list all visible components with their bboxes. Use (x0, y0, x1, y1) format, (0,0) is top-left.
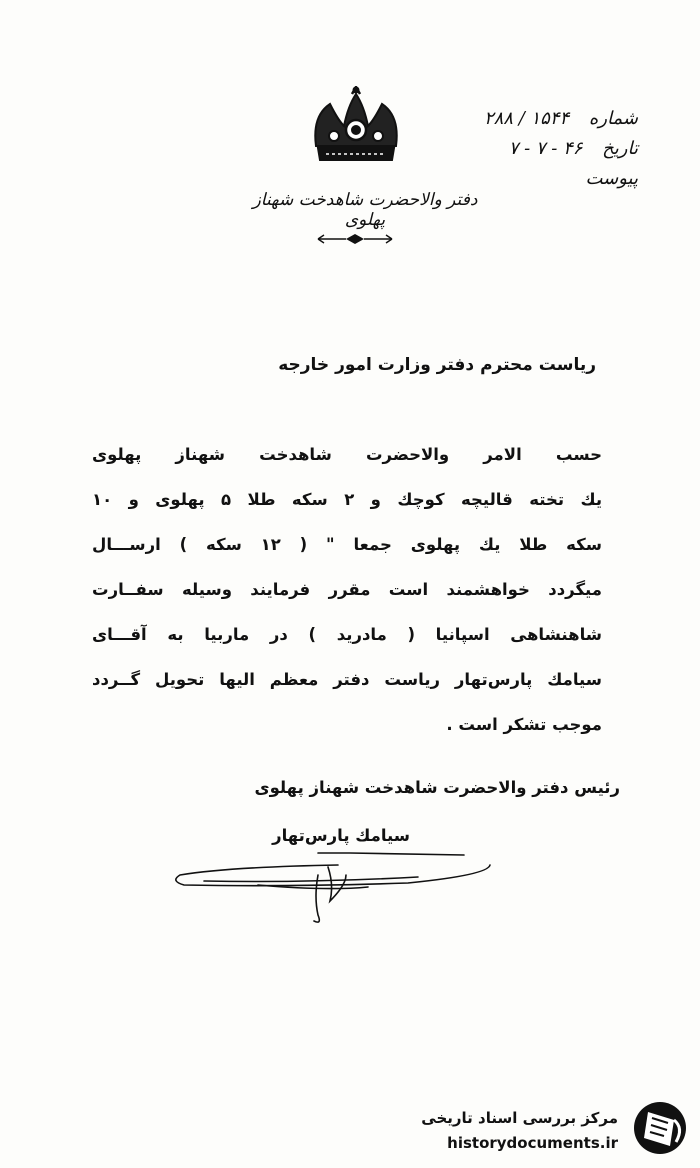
number-row (438, 104, 638, 134)
number-value: ۱۵۴۴ / ۲۸۸ (483, 108, 570, 129)
document-metadata (438, 104, 638, 194)
date-value: ۴۶ - ۷ - ۷ (508, 138, 583, 159)
body-line: سکه طلا یك پهلوی جمعا " ( ۱۲ سکه ) ارســـال (92, 535, 602, 554)
body-line: یك تخته قالیچه کوچك و ۲ سکه طلا ۵ پهلوی و ۱۰ (92, 490, 603, 509)
body-line: میگردد خواهشمند است مقرر فرمایند وسیله سفــارت (92, 580, 602, 599)
archive-logo-icon (630, 1098, 688, 1158)
body-line: سیامك پارس‌تهار ریاست دفتر معظم الیها تحویل گــردد (92, 670, 602, 689)
attachment-label: پیوست (585, 168, 638, 189)
date-label: تاریخ (602, 138, 638, 159)
signatory-name: سیامك پارس‌تهار (272, 826, 410, 845)
date-row (438, 134, 638, 164)
body-line: شاهنشاهی اسپانیا ( مادرید ) در ماربیا به آقـــای (92, 625, 602, 644)
body-line: حسب الامر والاحضرت شاهدخت شهناز پهلوی (92, 445, 602, 464)
office-title: دفتر والاحضرت شاهدخت شهناز پهلوی (252, 190, 478, 230)
pahlavi-crown-icon (308, 86, 404, 168)
archive-url[interactable]: historydocuments.ir (447, 1134, 618, 1152)
attachment-row (438, 164, 638, 194)
letter-body (92, 432, 602, 747)
body-line: موجب تشکر است . (446, 715, 602, 734)
archive-name: مرکز بررسی اسناد تاریخی (421, 1109, 618, 1127)
divider-ornament (316, 232, 394, 246)
handwritten-signature (168, 845, 498, 930)
number-label: شماره (588, 108, 638, 129)
recipient-line: ریاست محترم دفتر وزارت امور خارجه (278, 355, 596, 375)
signatory-title: رئیس دفتر والاحضرت شاهدخت شهناز پهلوی (254, 778, 620, 797)
